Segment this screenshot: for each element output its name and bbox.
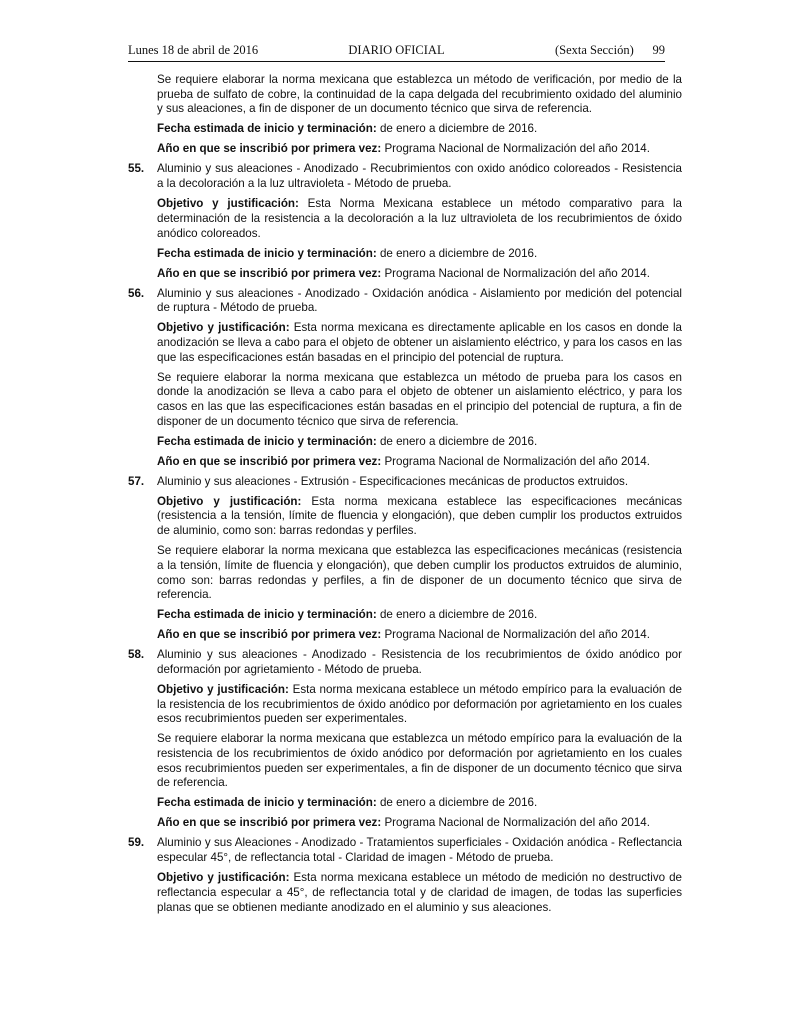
item-objetivo bbox=[157, 197, 682, 241]
intro-paragraph: Se requiere elaborar la norma mexicana que establezca un método de verificación, por medio de la prueba de sulfato de cobre, la continuidad de la capa delgada del recubrimiento oxidado del aluminio y sus aleaciones, a fin de disponer de un documento técnico que sirva de referencia. bbox=[157, 73, 682, 116]
intro-anio bbox=[157, 142, 682, 157]
fecha-label: Fecha estimada de inicio y terminación: bbox=[157, 122, 377, 136]
item-title: Aluminio y sus aleaciones - Anodizado - Resistencia de los recubrimientos de óxido anódico por deformación por agrietamiento - Método de prueba. bbox=[157, 648, 682, 676]
anio-label: Año en que se inscribió por primera vez: bbox=[157, 816, 382, 830]
item-extra-paragraph: Se requiere elaborar la norma mexicana que establezca un método empírico para la evaluación de la resistencia de los recubrimientos de óxido anódico por deformación por agrietamiento en los cuales esos recubrimientos pueden ser experimentales, a fin de disponer de un documento técnico que sirva de referencia. bbox=[157, 732, 682, 790]
item-title: Aluminio y sus aleaciones - Extrusión - Especificaciones mecánicas de productos extruidos. bbox=[157, 474, 629, 488]
list-item-55 bbox=[128, 162, 682, 191]
item-title: Aluminio y sus aleaciones - Anodizado - Oxidación anódica - Aislamiento por medición del potencial de ruptura - Método de prueba. bbox=[157, 286, 682, 315]
fecha-value: de enero a diciembre de 2016. bbox=[379, 608, 538, 622]
item-fecha bbox=[157, 608, 682, 623]
item-fecha bbox=[157, 247, 682, 262]
item-objetivo bbox=[157, 495, 682, 539]
list-item-57 bbox=[128, 475, 682, 490]
item-objetivo bbox=[157, 683, 682, 727]
objetivo-label: Objetivo y justificación: bbox=[157, 871, 290, 885]
list-item-56 bbox=[128, 287, 682, 316]
header-date: Lunes 18 de abril de 2016 bbox=[128, 43, 259, 57]
intro-fecha bbox=[157, 122, 682, 137]
page-header bbox=[128, 41, 665, 62]
fecha-value: de enero a diciembre de 2016. bbox=[379, 796, 538, 810]
anio-value: Programa Nacional de Normalización del año 2014. bbox=[384, 454, 650, 468]
item-anio bbox=[157, 628, 682, 643]
fecha-value: de enero a diciembre de 2016. bbox=[379, 246, 538, 260]
anio-value: Programa Nacional de Normalización del año 2014. bbox=[384, 142, 650, 156]
fecha-label: Fecha estimada de inicio y terminación: bbox=[157, 434, 377, 448]
item-number: 57. bbox=[128, 474, 145, 488]
header-publication: DIARIO OFICIAL bbox=[348, 43, 445, 57]
fecha-label: Fecha estimada de inicio y terminación: bbox=[157, 796, 377, 810]
anio-label: Año en que se inscribió por primera vez: bbox=[157, 454, 382, 468]
objetivo-text: Esta norma mexicana es directamente aplicable en los casos en donde la anodización se lleva a cabo para el objeto de obtener un aislamiento eléctrico, y para los casos en las que las especificaciones están basadas en el principio del potencial de ruptura. bbox=[157, 321, 682, 364]
objetivo-label: Objetivo y justificación: bbox=[157, 494, 302, 508]
item-number: 58. bbox=[128, 648, 145, 662]
anio-value: Programa Nacional de Normalización del año 2014. bbox=[384, 628, 650, 642]
objetivo-text: Esta Norma Mexicana establece un método comparativo para la determinación de la resistencia a la decoloración a la luz ultravioleta de los recubrimientos de óxido anódico coloreados. bbox=[157, 197, 682, 240]
list-item-59 bbox=[128, 836, 682, 865]
objetivo-label: Objetivo y justificación: bbox=[157, 682, 289, 696]
item-number: 59. bbox=[128, 836, 145, 850]
item-number: 55. bbox=[128, 162, 145, 176]
item-extra-paragraph: Se requiere elaborar la norma mexicana que establezca las especificaciones mecánicas (resistencia a la tensión, límite de fluencia y elongación), que deben cumplir los productos extruidos de aluminio, como son: barras redondas y perfiles, a fin de disponer de un documento técnico que sirva de referencia. bbox=[157, 544, 682, 602]
header-section-page: (Sexta Sección) 99 bbox=[554, 43, 665, 57]
anio-value: Programa Nacional de Normalización del año 2014. bbox=[384, 266, 650, 280]
anio-label: Año en que se inscribió por primera vez: bbox=[157, 628, 382, 642]
item-fecha bbox=[157, 435, 682, 450]
item-objetivo bbox=[157, 871, 682, 915]
anio-value: Programa Nacional de Normalización del año 2014. bbox=[384, 816, 650, 830]
item-objetivo bbox=[157, 321, 682, 365]
objetivo-text: Esta norma mexicana establece un método empírico para la evaluación de la resistencia de los recubrimientos de óxido anódico por deformación por agrietamiento en los cuales esos recubrimientos pueden ser experimentales. bbox=[157, 682, 682, 726]
fecha-label: Fecha estimada de inicio y terminación: bbox=[157, 608, 377, 622]
objetivo-label: Objetivo y justificación: bbox=[157, 197, 299, 211]
anio-label: Año en que se inscribió por primera vez: bbox=[157, 142, 382, 156]
item-title: Aluminio y sus Aleaciones - Anodizado - Tratamientos superficiales - Oxidación anódica - Reflectancia especular 45°, de reflectancia total - Claridad de imagen - Método de prueba. bbox=[157, 836, 682, 865]
anio-label: Año en que se inscribió por primera vez: bbox=[157, 266, 382, 280]
fecha-value: de enero a diciembre de 2016. bbox=[379, 434, 538, 448]
fecha-label: Fecha estimada de inicio y terminación: bbox=[157, 246, 377, 260]
objetivo-text: Esta norma mexicana establece las especificaciones mecánicas (resistencia a la tensión, límite de fluencia y elongación), que deben cumplir los productos extruidos de aluminio, como son: barras redondas y perfiles. bbox=[157, 494, 682, 538]
document-body bbox=[128, 73, 682, 921]
item-number: 56. bbox=[128, 286, 145, 300]
list-item-58 bbox=[128, 648, 682, 677]
item-fecha bbox=[157, 796, 682, 811]
item-extra-paragraph: Se requiere elaborar la norma mexicana que establezca un método de prueba para los casos en donde la anodización se lleva a cabo para el objeto de obtener un aislamiento eléctrico, y para los casos en las que las especificaciones están basadas en el principio del potencial de ruptura, a fin de disponer de un documento técnico que sirva de referencia. bbox=[157, 370, 682, 428]
fecha-value: de enero a diciembre de 2016. bbox=[379, 122, 538, 136]
item-anio bbox=[157, 455, 682, 470]
objetivo-label: Objetivo y justificación: bbox=[157, 321, 290, 335]
objetivo-text: Esta norma mexicana establece un método de medición no destructivo de reflectancia especular a 45°, de reflectancia total y de claridad de imagen, de todas las superficies planas que se obtienen mediante anodizado en el aluminio y sus aleaciones. bbox=[157, 871, 683, 914]
item-anio bbox=[157, 816, 682, 831]
item-title: Aluminio y sus aleaciones - Anodizado - Recubrimientos con oxido anódico coloreados - Resistencia a la decoloración a la luz ultravioleta - Método de prueba. bbox=[157, 162, 682, 191]
item-anio bbox=[157, 267, 682, 282]
